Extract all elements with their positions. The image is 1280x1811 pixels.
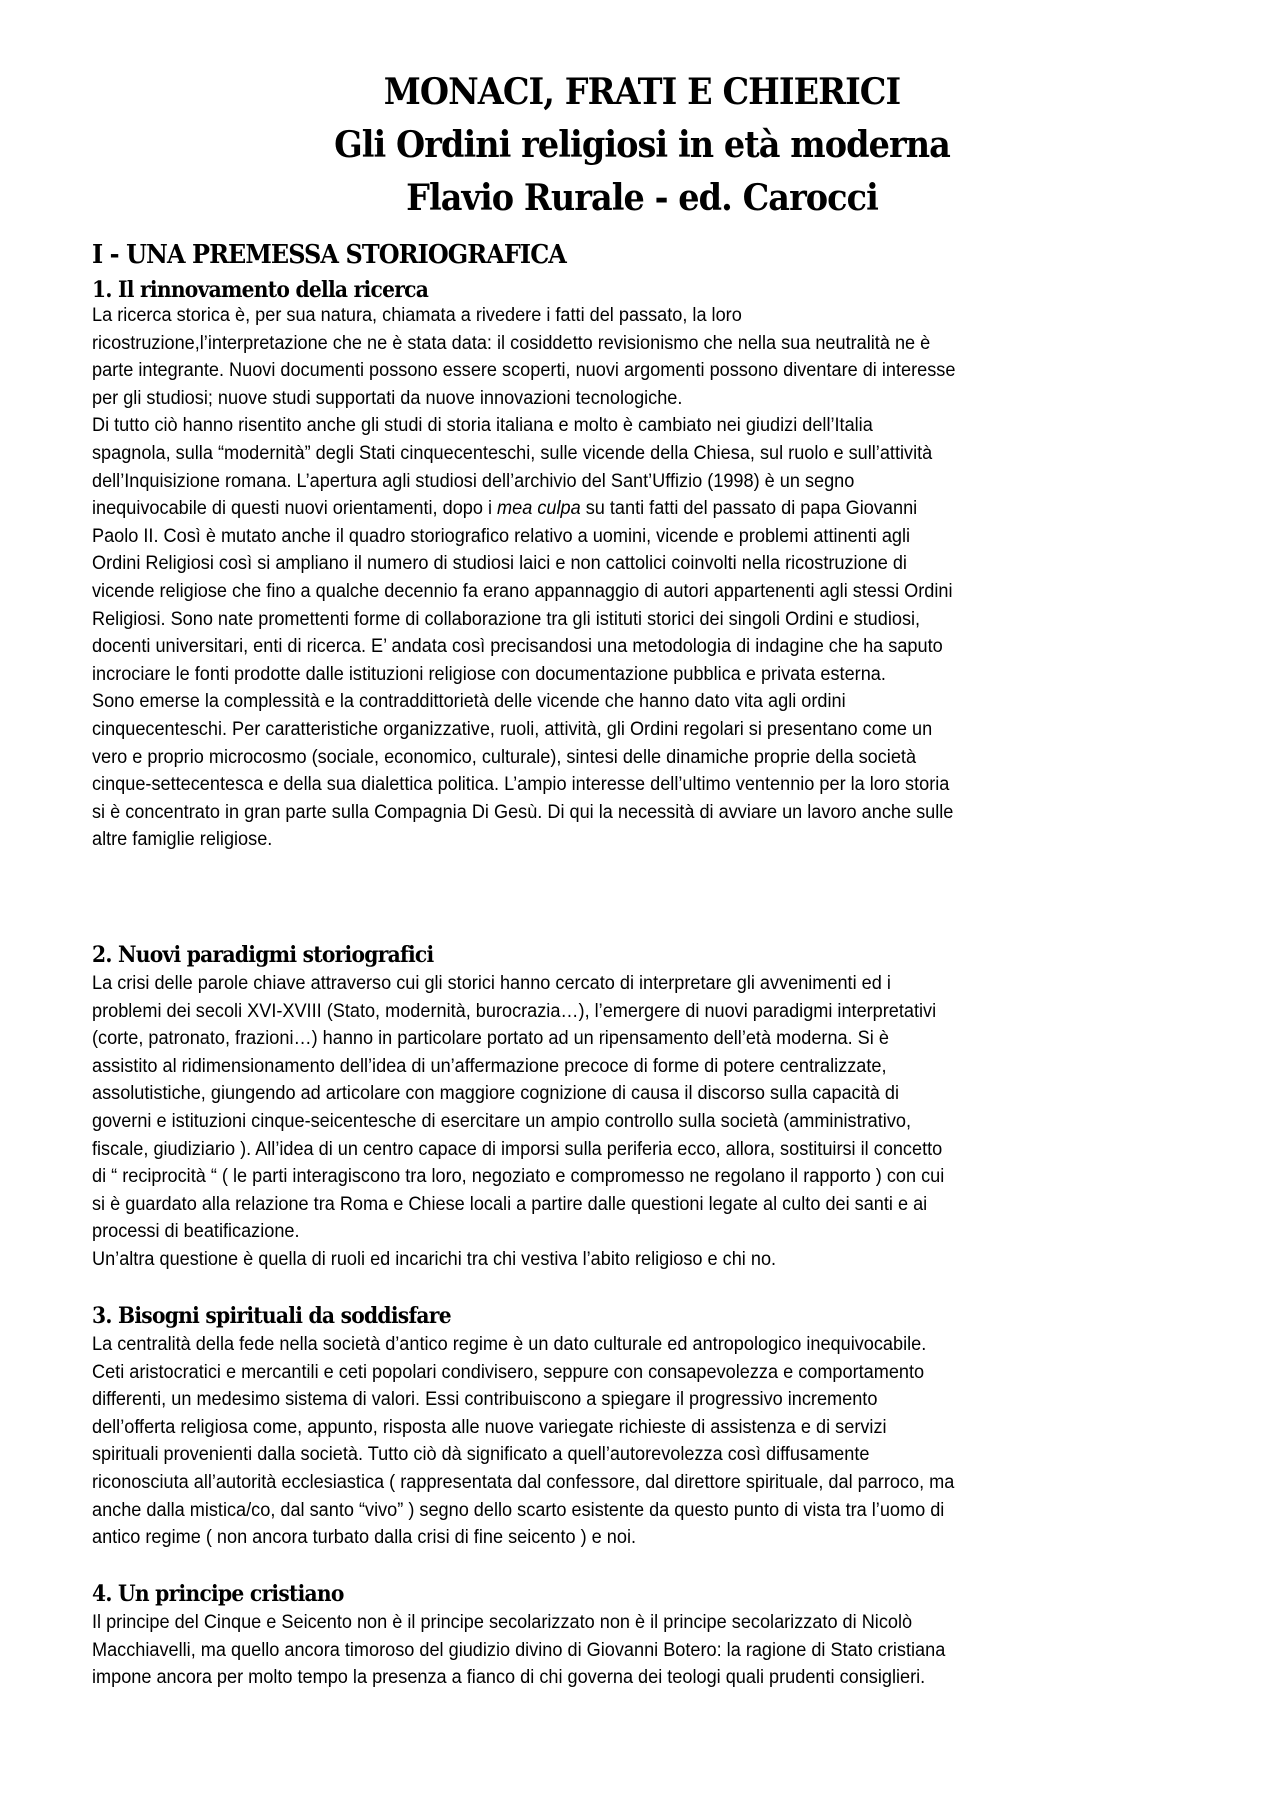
section-4-heading: 4. Un principe cristiano xyxy=(92,1581,344,1607)
text-line: cinque-settecentesca e della sua dialettica politica. L’ampio interesse dell’ultimo ventennio per la loro storia xyxy=(92,773,950,796)
document-title xyxy=(92,66,1192,225)
text-line: vero e proprio microcosmo (sociale, economico, culturale), sintesi delle dinamiche proprie della società xyxy=(92,745,917,768)
text-line: docenti universitari, enti di ricerca. E’ andata così precisandosi una metodologia di indagine che ha saputo xyxy=(92,635,943,658)
section-2-heading: 2. Nuovi paradigmi storiografici xyxy=(92,942,434,968)
section-2-body xyxy=(92,970,1202,1274)
title-line: MONACI, FRATI E CHIERICI xyxy=(383,71,901,113)
text-line: assistito al ridimensionamento dell’idea di un’affermazione precoce di forme di potere centralizzate, xyxy=(92,1054,887,1077)
text-line: spagnola, sulla “modernità” degli Stati cinquecenteschi, sulle vicende della Chiesa, sul ruolo e sull’attività xyxy=(92,441,933,464)
text-line: problemi dei secoli XVI-XVIII (Stato, modernità, burocrazia…), l’emergere di nuovi paradigmi interpretativi xyxy=(92,999,937,1022)
subtitle-line: Gli Ordini religiosi in età moderna xyxy=(334,124,950,166)
text-line: La crisi delle parole chiave attraverso cui gli storici hanno cercato di interpretare gli avvenimenti ed i xyxy=(92,972,891,994)
text-line: assolutistiche, giungendo ad articolare con maggiore cognizione di causa il discorso sulla capacità di xyxy=(92,1082,900,1105)
text-line: governi e istituzioni cinque-seicentesche di esercitare un ampio controllo sulla società (amministrativo, xyxy=(92,1109,912,1132)
text-line: dell’offerta religiosa come, appunto, risposta alle nuove variegate richieste di assistenza e di servizi xyxy=(92,1415,887,1438)
section-1-heading: 1. Il rinnovamento della ricerca xyxy=(92,277,429,303)
text-line: parte integrante. Nuovi documenti possono essere scoperti, nuovi argomenti possono diventare di interesse xyxy=(92,359,956,382)
text-line: Sono emerse la complessità e la contraddittorietà delle vicende che hanno dato vita agli ordini xyxy=(92,690,846,713)
author-publisher-line: Flavio Rurale - ed. Carocci xyxy=(406,177,878,219)
text-line: incrociare le fonti prodotte dalle istituzioni religiose con documentazione pubblica e privata esterna. xyxy=(92,662,886,685)
text-line: si è guardato alla relazione tra Roma e Chiese locali a partire dalle questioni legate al culto dei santi e ai xyxy=(92,1192,928,1215)
section-1-body xyxy=(92,302,1202,854)
text-segment: inequivocabile di questi nuovi orientamenti, dopo i xyxy=(92,497,498,520)
text-line: riconosciuta all’autorità ecclesiastica ( rappresentata dal confessore, dal direttore spirituale, dal parroco, ma xyxy=(92,1470,955,1493)
text-line: Il principe del Cinque e Seicento non è il principe secolarizzato non è il principe secolarizzato di Nicolò xyxy=(92,1611,913,1633)
text-line: La centralità della fede nella società d’antico regime è un dato culturale ed antropologico inequivocabile. xyxy=(92,1333,927,1355)
text-line: Ceti aristocratici e mercantili e ceti popolari condivisero, seppure con consapevolezza e comportamento xyxy=(92,1360,925,1383)
text-line: cinquecenteschi. Per caratteristiche organizzative, ruoli, attività, gli Ordini regolari si presentano come un xyxy=(92,717,933,740)
text-line: Ordini Religiosi così si ampliano il numero di studiosi laici e non cattolici coinvolti nella ricostruzione di xyxy=(92,552,907,575)
text-line: altre famiglie religiose. xyxy=(92,828,273,851)
text-line: Paolo II. Così è mutato anche il quadro storiografico relativo a uomini, vicende e problemi attinenti agli xyxy=(92,524,911,547)
text-line: anche dalla mistica/co, dal santo “vivo” ) segno dello scarto esistente da questo punto di vista tra l’uomo di xyxy=(92,1498,945,1521)
text-line: per gli studiosi; nuove studi supportati da nuove innovazioni tecnologiche. xyxy=(92,386,683,409)
text-line: antico regime ( non ancora turbato dalla crisi di fine seicento ) e noi. xyxy=(92,1526,637,1549)
text-line: (corte, patronato, frazioni…) hanno in particolare portato ad un ripensamento dell’età moderna. Si è xyxy=(92,1027,889,1050)
italic-phrase: mea culpa xyxy=(497,497,581,520)
text-line: Religiosi. Sono nate promettenti forme di collaborazione tra gli istituti storici dei singoli Ordini e studiosi, xyxy=(92,607,921,630)
text-line: ricostruzione,l’interpretazione che ne è stata data: il cosiddetto revisionismo che nella sua neutralità ne è xyxy=(92,331,931,354)
section-3-heading: 3. Bisogni spirituali da soddisfare xyxy=(92,1303,451,1329)
section-4-body xyxy=(92,1609,1202,1692)
text-line: Macchiavelli, ma quello ancora timoroso del giudizio divino di Giovanni Botero: la ragione di Stato cristiana xyxy=(92,1638,946,1661)
text-line: spirituali provenienti dalla società. Tutto ciò dà significato a quell’autorevolezza così diffusamente xyxy=(92,1443,870,1466)
text-line: processi di beatificazione. xyxy=(92,1220,300,1243)
text-line: di “ reciprocità “ ( le parti interagiscono tra loro, negoziato e compromesso ne regolano il rapporto ) con cui xyxy=(92,1165,945,1188)
text-line: Di tutto ciò hanno risentito anche gli studi di storia italiana e molto è cambiato nei giudizi dell’Italia xyxy=(92,414,873,437)
text-line: Un’altra questione è quella di ruoli ed incarichi tra chi vestiva l’abito religioso e chi no. xyxy=(92,1247,777,1270)
text-line: vicende religiose che fino a qualche decennio fa erano appannaggio di autori appartenenti agli stessi Ordini xyxy=(92,579,953,602)
text-line: dell’Inquisizione romana. L’apertura agli studiosi dell’archivio del Sant’Uffizio (1998) è un segno xyxy=(92,469,855,492)
text-line: fiscale, giudiziario ). All’idea di un centro capace di imporsi sulla periferia ecco, allora, sostituirsi il concetto xyxy=(92,1137,943,1160)
text-line: si è concentrato in gran parte sulla Compagnia Di Gesù. Di qui la necessità di avviare un lavoro anche sulle xyxy=(92,800,954,823)
section-3-body xyxy=(92,1331,1202,1552)
text-line: differenti, un medesimo sistema di valori. Essi contribuiscono a spiegare il progressivo incremento xyxy=(92,1388,878,1411)
text-segment: su tanti fatti del passato di papa Giovanni xyxy=(580,497,918,520)
text-line: impone ancora per molto tempo la presenza a fianco di chi governa dei teologi quali prudenti consiglieri. xyxy=(92,1666,926,1689)
text-line: La ricerca storica è, per sua natura, chiamata a rivedere i fatti del passato, la loro xyxy=(92,304,742,326)
chapter-heading: I - UNA PREMESSA STORIOGRAFICA xyxy=(92,240,566,270)
text-line-with-italic xyxy=(92,495,1119,523)
